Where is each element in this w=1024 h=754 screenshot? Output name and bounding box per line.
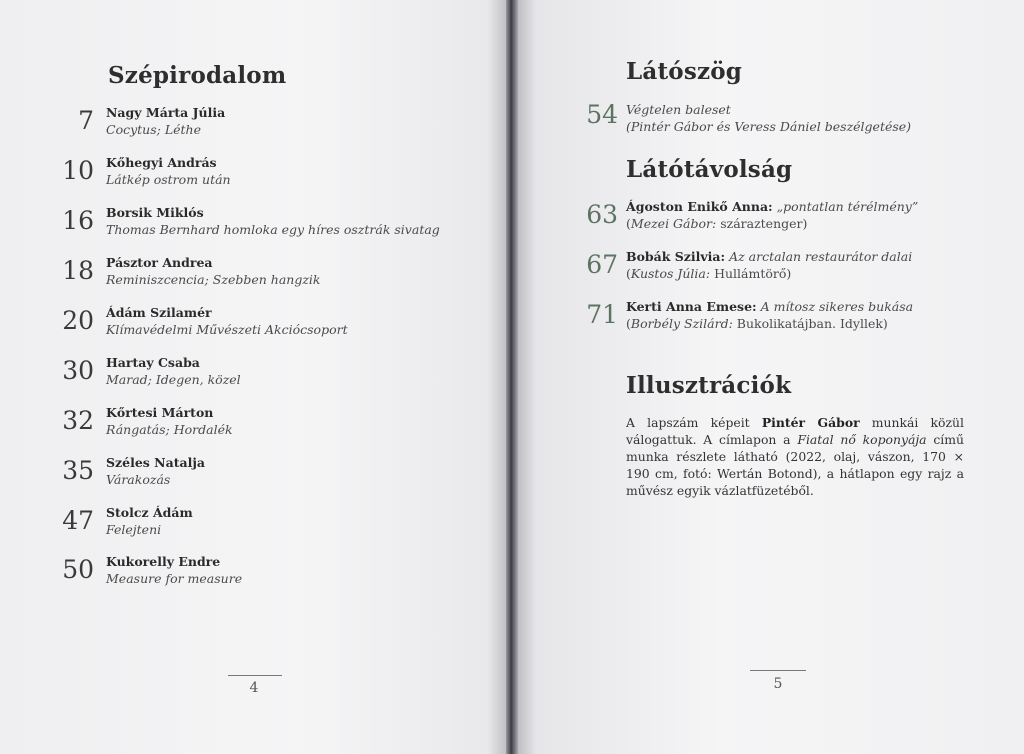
reviewed-author: Mezei Gábor: <box>630 216 717 231</box>
toc-entry-text <box>106 354 241 388</box>
section-title-latoszog: Látószög <box>626 58 743 85</box>
toc-entry-text <box>106 404 233 438</box>
illustrations-paragraph <box>626 414 964 499</box>
para-text-3: című munka részlete látható (2022, olaj, vászon, 170 × 190 cm, fotó: Wertán Botond), a hátlapon egy rajz a művész egyik vázlatfüzetéből. <box>626 432 964 498</box>
page-number-left: 4 <box>249 680 259 696</box>
toc-title: Felejteni <box>106 522 162 537</box>
toc-page-number: 47 <box>62 506 94 535</box>
folio-rule-left <box>228 675 282 676</box>
toc-entry-text <box>106 104 225 138</box>
toc-page-number: 54 <box>586 100 618 129</box>
toc-entry-text <box>106 254 320 288</box>
toc-page-number: 10 <box>62 156 94 185</box>
reviewed-author: Kustos Júlia: <box>630 266 711 281</box>
toc-page-number: 20 <box>62 306 94 335</box>
toc-author: Bobák Szilvia: <box>626 249 726 264</box>
para-text-1: A lapszám képeit <box>626 415 762 430</box>
reviewed-work: Bukolikatájban. Idyllek) <box>736 316 888 331</box>
toc-title: Measure for measure <box>106 571 243 586</box>
toc-page-number: 16 <box>62 206 94 235</box>
book-spine <box>506 0 518 754</box>
toc-entry-text <box>106 304 348 338</box>
toc-page-number: 67 <box>586 250 618 279</box>
paren-open: ( <box>626 266 631 281</box>
toc-author: Hartay Csaba <box>106 355 200 370</box>
toc-entry-text <box>106 553 242 587</box>
toc-entry-text <box>106 154 231 188</box>
toc-page-number: 7 <box>78 106 94 135</box>
toc-title: Marad; Idegen, közel <box>106 372 241 387</box>
toc-author: Kerti Anna Emese: <box>626 299 757 314</box>
cover-work-title: Fiatal nő koponyája <box>797 432 927 447</box>
section-title-latotavolsag: Látótávolság <box>626 156 793 183</box>
toc-author: Stolcz Ádám <box>106 505 193 520</box>
paren-open: ( <box>626 216 631 231</box>
toc-title: Az arctalan restaurátor dalai <box>729 249 913 264</box>
toc-author: Kőrtesi Márton <box>106 405 214 420</box>
toc-title: A mítosz sikeres bukása <box>760 299 914 314</box>
toc-page-number: 18 <box>62 256 94 285</box>
toc-title: Reminiszcencia; Szebben hangzik <box>106 272 321 287</box>
paren-open: ( <box>626 316 631 331</box>
page-number-right: 5 <box>773 676 783 692</box>
toc-title: Thomas Bernhard homloka egy híres osztrák sivatag <box>106 222 440 237</box>
artist-name: Pintér Gábor <box>761 415 860 430</box>
toc-entry-text <box>626 248 912 282</box>
para-text-2: munkái közül válogattuk. A címlapon a <box>626 415 964 447</box>
toc-entry-text <box>106 204 440 238</box>
toc-page-number: 71 <box>586 300 618 329</box>
toc-author: Ágoston Enikő Anna: <box>626 199 773 214</box>
toc-title: Látkép ostrom után <box>106 172 231 187</box>
toc-author: Pásztor Andrea <box>106 255 213 270</box>
section-title-illusztraciok: Illusztrációk <box>626 372 792 399</box>
reviewed-work: Hullámtörő) <box>714 266 792 281</box>
toc-page-number: 30 <box>62 356 94 385</box>
toc-title: Klímavédelmi Művészeti Akciócsoport <box>106 322 348 337</box>
toc-author: Nagy Márta Júlia <box>106 105 226 120</box>
reviewed-work: száraztenger) <box>720 216 808 231</box>
toc-author: Ádám Szilamér <box>106 305 212 320</box>
toc-entry-text <box>106 454 205 488</box>
toc-title: Rángatás; Hordalék <box>106 422 233 437</box>
toc-entry-text <box>626 198 918 232</box>
section-title-szepirodalom: Szépirodalom <box>108 62 287 89</box>
toc-author: Széles Natalja <box>106 455 205 470</box>
toc-title: Cocytus; Léthe <box>106 122 201 137</box>
reviewed-author: Borbély Szilárd: <box>630 316 733 331</box>
toc-author: Borsik Miklós <box>106 205 204 220</box>
toc-title: „pontatlan térélmény” <box>776 199 919 214</box>
toc-page-number: 32 <box>62 406 94 435</box>
toc-page-number: 63 <box>586 200 618 229</box>
toc-entry-subtitle: (Pintér Gábor és Veress Dániel beszélgetése) <box>626 119 912 134</box>
toc-author: Kukorelly Endre <box>106 554 221 569</box>
toc-entry-text <box>626 298 913 332</box>
toc-page-number: 50 <box>62 555 94 584</box>
folio-rule-right <box>750 670 806 671</box>
toc-page-number: 35 <box>62 456 94 485</box>
toc-entry-title: Végtelen baleset <box>626 102 731 117</box>
toc-entry-text <box>106 504 193 538</box>
toc-title: Várakozás <box>106 472 171 487</box>
toc-entry-text <box>626 101 911 135</box>
toc-author: Kőhegyi András <box>106 155 217 170</box>
